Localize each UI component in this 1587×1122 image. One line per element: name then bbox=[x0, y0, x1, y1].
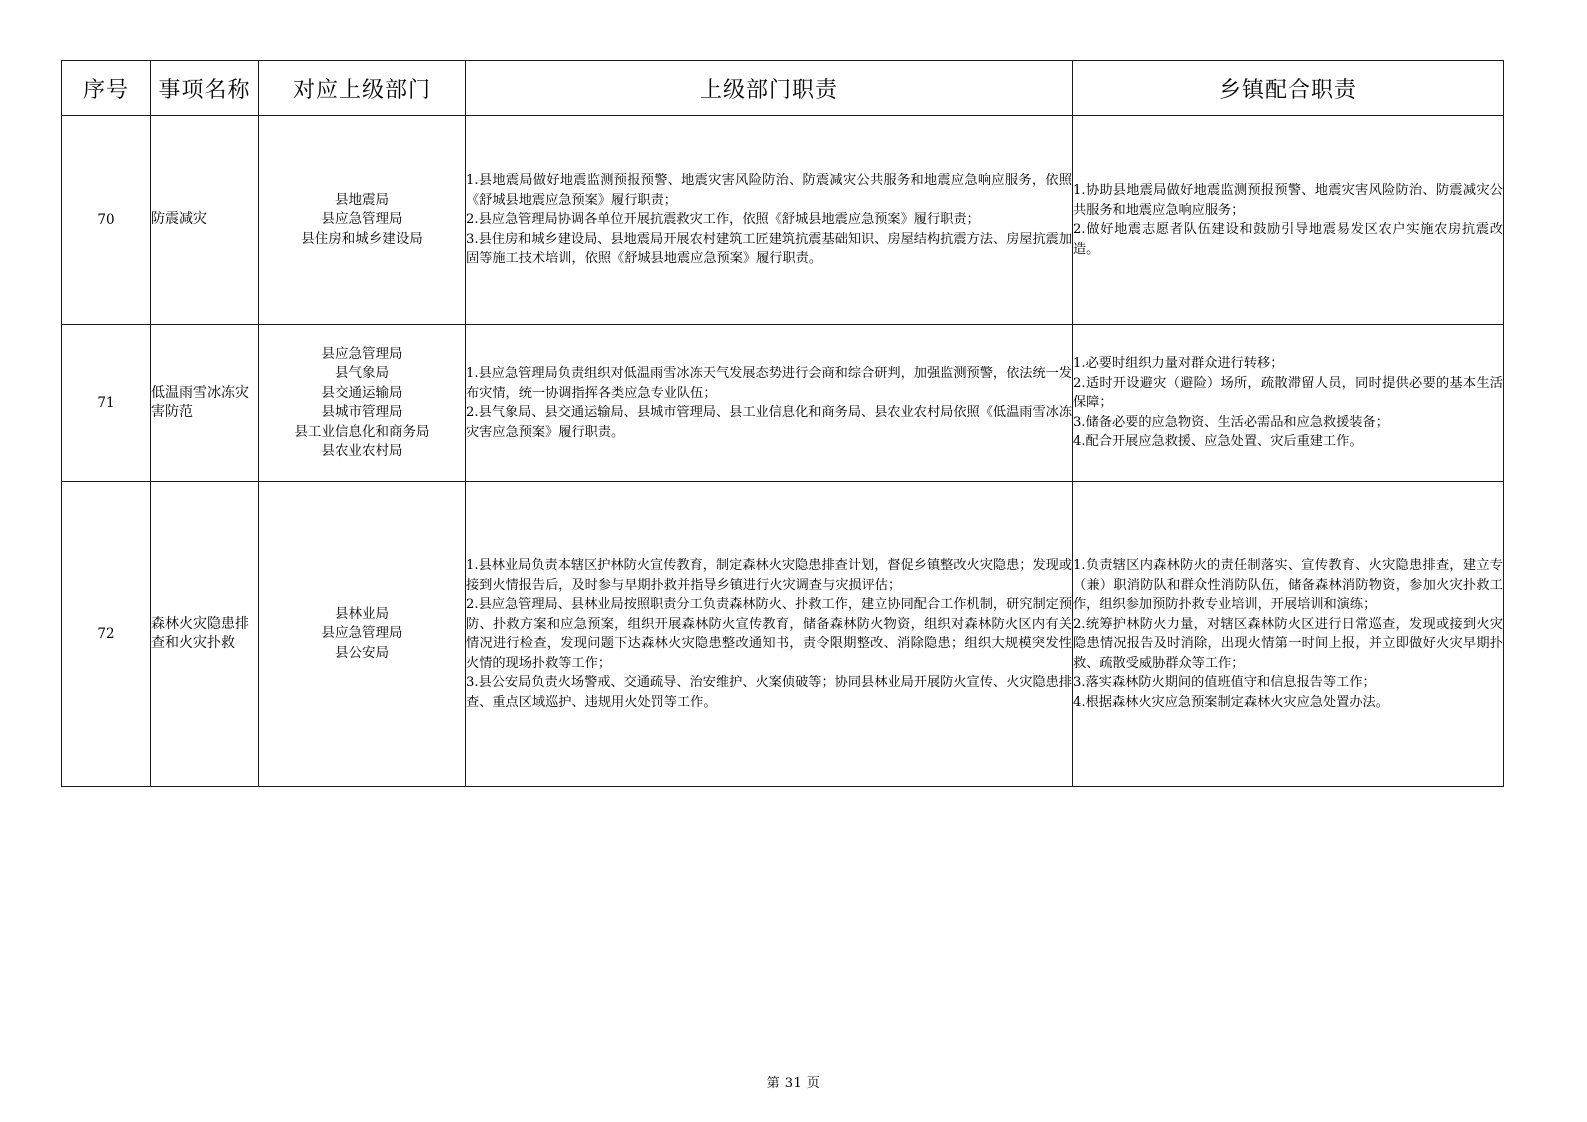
town-duty-item: 2.统筹护林防火力量，对辖区森林防火区进行日常巡查，发现或接到火灾隐患情况报告及时消除，出现火情第一时间上报，并立即做好火灾早期扑救、疏散受威胁群众等工作； bbox=[1073, 616, 1503, 671]
town-duty-item: 4.根据森林火灾应急预案制定森林火灾应急处置办法。 bbox=[1073, 694, 1389, 710]
town-duty-item: 1.负责辖区内森林防火的责任制落实、宣传教育、火灾隐患排查，建立专（兼）职消防队和群众性消防队伍，储备森林消防物资，参加火灾扑救工作，组织参加预防扑救专业培训，开展培训和演练； bbox=[1073, 558, 1503, 612]
header-num: 序号 bbox=[62, 61, 151, 116]
dept-item: 县应急管理局 bbox=[321, 625, 403, 642]
table-row bbox=[62, 116, 1504, 325]
dept-item: 县城市管理局 bbox=[321, 404, 403, 420]
row-number: 72 bbox=[62, 482, 151, 787]
dept-item: 县林业局 bbox=[335, 605, 389, 622]
town-duty-item: 4.配合开展应急救援、应急处置、灾后重建工作。 bbox=[1073, 434, 1363, 450]
duty-table bbox=[61, 60, 1504, 787]
dept-item: 县公安局 bbox=[335, 644, 389, 661]
dept-list bbox=[259, 116, 466, 325]
town-duty-item: 2.适时开设避灾（避险）场所，疏散滞留人员，同时提供必要的基本生活保障； bbox=[1073, 375, 1503, 411]
dept-list bbox=[259, 325, 466, 482]
town-duty-item: 3.储备必要的应急物资、生活必需品和应急救援装备； bbox=[1073, 414, 1389, 430]
upper-duty-item: 1.县地震局做好地震监测预报预警、地震灾害风险防治、防震减灾公共服务和地震应急响应服务，依照《舒城县地震应急预案》履行职责； bbox=[466, 173, 1072, 208]
table-row bbox=[62, 482, 1504, 787]
town-duty bbox=[1073, 116, 1504, 325]
table-row bbox=[62, 325, 1504, 482]
table-header-row bbox=[62, 61, 1504, 116]
town-duty-item: 3.落实森林防火期间的值班值守和信息报告等工作； bbox=[1073, 675, 1376, 690]
dept-item: 县应急管理局 bbox=[321, 345, 403, 362]
upper-duty-item: 3.县公安局负责火场警戒、交通疏导、治安维护、火案侦破等；协同县林业局开展防火宣传、火灾隐患排查、重点区域巡护、违规用火处罚等工作。 bbox=[466, 675, 1073, 710]
dept-list bbox=[259, 482, 466, 787]
upper-duty-item: 2.县气象局、县交通运输局、县城市管理局、县工业信息化和商务局、县农业农村局依照《低温雨雪冰冻灾害应急预案》履行职责。 bbox=[466, 405, 1073, 440]
item-name: 低温雨雪冰冻灾害防范 bbox=[151, 325, 259, 482]
header-town-duty: 乡镇配合职责 bbox=[1073, 61, 1504, 116]
upper-duty bbox=[466, 116, 1073, 325]
dept-item: 县农业农村局 bbox=[321, 443, 403, 459]
dept-item: 县地震局 bbox=[335, 191, 389, 208]
town-duty bbox=[1073, 482, 1504, 787]
header-name: 事项名称 bbox=[151, 61, 259, 116]
upper-duty-item: 3.县住房和城乡建设局、县地震局开展农村建筑工匠建筑抗震基础知识、房屋结构抗震方法、房屋抗震加固等施工技术培训，依照《舒城县地震应急预案》履行职责。 bbox=[466, 231, 1073, 267]
row-number: 71 bbox=[62, 325, 151, 482]
row-number: 70 bbox=[62, 116, 151, 325]
upper-duty bbox=[466, 482, 1073, 787]
town-duty-item: 1.必要时组织力量对群众进行转移； bbox=[1073, 356, 1284, 372]
dept-item: 县工业信息化和商务局 bbox=[294, 423, 430, 440]
upper-duty-item: 1.县林业局负责本辖区护林防火宣传教育，制定森林火灾隐患排查计划，督促乡镇整改火灾隐患；发现或接到火情报告后，及时参与早期扑救并指导乡镇进行火灾调查与灾损评估； bbox=[466, 558, 1073, 593]
dept-item: 县住房和城乡建设局 bbox=[301, 230, 423, 247]
upper-duty-item: 2.县应急管理局、县林业局按照职责分工负责森林防火、扑救工作，建立协同配合工作机制，研究制定预防、扑救方案和应急预案，组织开展森林防火宣传教育，储备森林防火物资，组织对森林防火区内有关情况进行检查，发现问题下达森林火灾隐患整改通知书，责令限期整改、消除隐患；组织大规模突发性火情的现场扑救等工作； bbox=[466, 597, 1073, 671]
dept-item: 县交通运输局 bbox=[321, 384, 403, 401]
page-number: 第 31 页 bbox=[766, 1076, 821, 1091]
dept-item: 县应急管理局 bbox=[321, 211, 403, 228]
item-name: 防震减灾 bbox=[151, 116, 259, 325]
upper-duty-item: 1.县应急管理局负责组织对低温雨雪冰冻天气发展态势进行会商和综合研判，加强监测预警，依法统一发布灾情，统一协调指挥各类应急专业队伍； bbox=[466, 366, 1073, 401]
header-upper-duty: 上级部门职责 bbox=[466, 61, 1073, 116]
dept-item: 县气象局 bbox=[335, 365, 389, 381]
town-duty bbox=[1073, 325, 1504, 482]
upper-duty-item: 2.县应急管理局协调各单位开展抗震救灾工作，依照《舒城县地震应急预案》履行职责； bbox=[466, 212, 980, 228]
town-duty-item: 1.协助县地震局做好地震监测预报预警、地震灾害风险防治、防震减灾公共服务和地震应急响应服务； bbox=[1073, 183, 1503, 218]
town-duty-item: 2.做好地震志愿者队伍建设和鼓励引导地震易发区农户实施农房抗震改造。 bbox=[1073, 222, 1503, 257]
header-dept: 对应上级部门 bbox=[259, 61, 466, 116]
upper-duty bbox=[466, 325, 1073, 482]
item-name: 森林火灾隐患排查和火灾扑救 bbox=[151, 482, 259, 787]
